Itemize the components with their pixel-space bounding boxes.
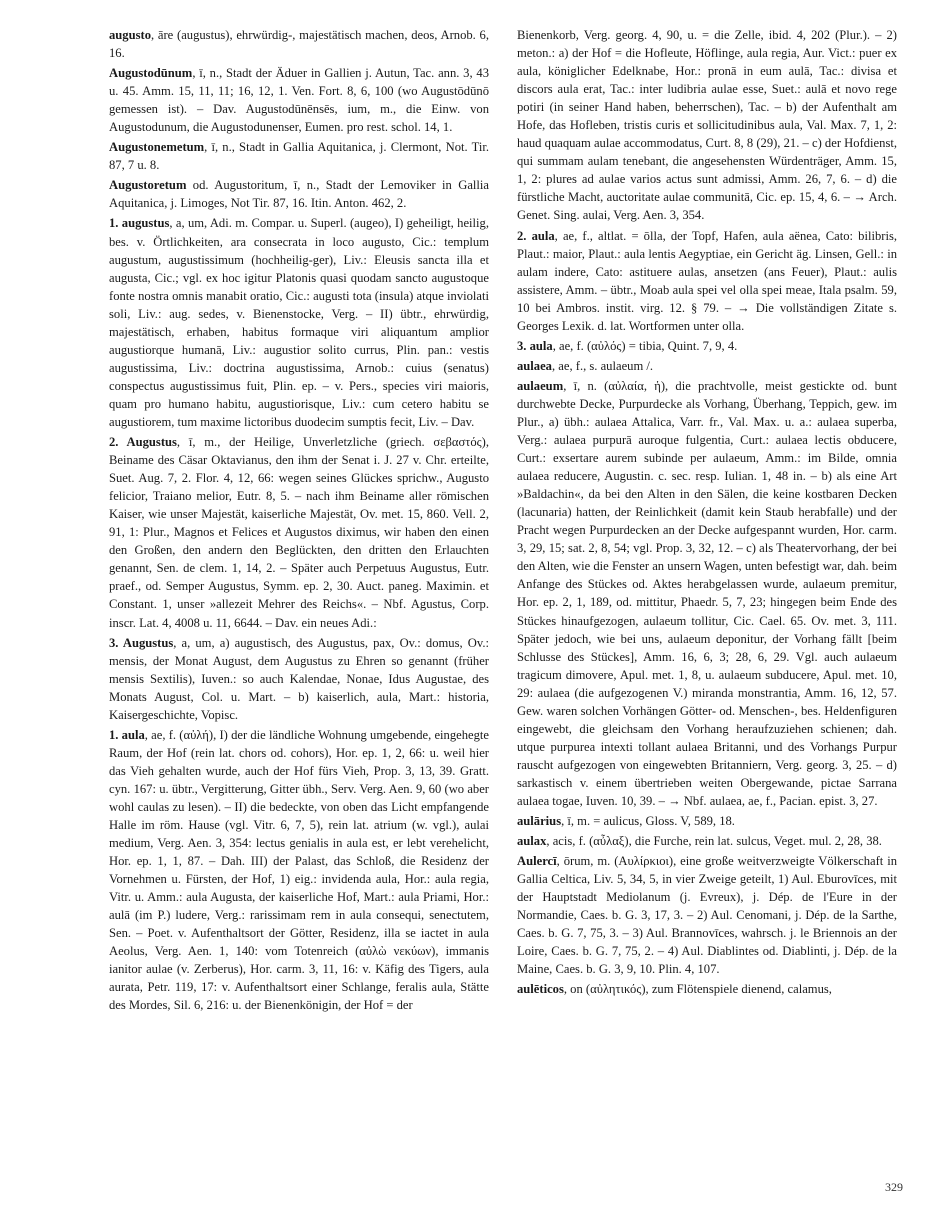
dictionary-entry — [109, 176, 489, 212]
dictionary-entry — [109, 634, 489, 724]
dictionary-entry — [517, 852, 897, 978]
entry-headword: aulārius — [517, 814, 562, 829]
entry-definition: , āre (augustus), ehrwürdig-, majestätisch machen, deos, Arnob. 6, 16. — [109, 28, 489, 61]
dictionary-entry — [517, 832, 897, 850]
dictionary-entry — [517, 812, 897, 830]
dictionary-entry — [517, 337, 897, 355]
entry-definition: od. Augustoritum, ī, n., Stadt der Lemoviker in Gallia Aquitanica, j. Limoges, Not Tir. 87, 16. Itin. Anton. 462, 2. — [109, 178, 489, 211]
entry-headword: 1. augustus — [109, 216, 170, 231]
entry-headword: 2. Augustus — [109, 435, 177, 450]
entry-definition: , a, um, Adi. m. Compar. u. Superl. (augeo), I) geheiligt, heilig, bes. v. Örtlichkeiten, ara consecrata in loco augusto, Cic.: templum augustum, augustissimum (hochheilig-ger), Liv.: Eleusis sancta illa et augusta, Cic.; vgl. ex hoc igitur Platonis quasi quodam sancto augustoque fonte nostra omnis manabit oratio, Cic.: augusti tota (insula) atque inviolati soli, Liv.: aug. sedes, v. Bienenstocke, Verg. – II) übtr., ehrwürdig, majestätisch, erhaben, habitus formaque viri aliquantum amplior augustiorque humanā, Liv.: augustior solito currus, Plin. pan.: vestis augustissima, Liv.: doctrina augustissima, Arnob.: cuius (senatus) conspectus augustissimus fuit, Plin. ep. – v. Pers., species viri maioris, quam pro humano habitu, augustiorisque, Liv.: cum cetero habitu se augustiorem, tum maxime lictoribus duodecim sumptis fecit, Liv. – Dav. — [109, 216, 489, 429]
entry-definition: , acis, f. (αὖλαξ), die Furche, rein lat. sulcus, Veget. mul. 2, 28, 38. — [546, 834, 882, 849]
dictionary-entry — [109, 726, 489, 1015]
entry-headword: Aulercī — [517, 854, 557, 869]
entry-headword: aulaeum — [517, 378, 564, 393]
dictionary-entry — [517, 26, 897, 225]
entry-headword: Augustoretum — [109, 178, 187, 193]
entry-headword: Augustonemetum — [109, 140, 205, 155]
entry-definition: , ī, m. = aulicus, Gloss. V, 589, 18. — [561, 814, 735, 829]
entry-definition: , a, um, a) augustisch, des Augustus, pax, Ov.: domus, Ov.: mensis, der Monat August, dem Augustus zu Ehren so genannt (früher mensis Sextilis), Iuven.: so auch Kalendae, Nonae, Idus Augustae, des Monats August, Col. u. Mart. – b) kaiserlich, aula, Mart.: historia, Kaisergeschichte, Vopisc. — [109, 635, 489, 722]
entry-headword: 3. Augustus — [109, 635, 174, 650]
dictionary-entry — [109, 64, 489, 136]
dictionary-entry — [109, 138, 489, 174]
left-column — [109, 26, 489, 1017]
page-number: 329 — [885, 1180, 903, 1194]
dictionary-entry — [109, 214, 489, 431]
entry-headword: augusto — [109, 28, 151, 42]
entry-headword: 2. aula — [517, 228, 555, 243]
dictionary-entry — [517, 227, 897, 335]
dictionary-entry — [517, 357, 897, 375]
entry-definition: , ae, f., s. aulaeum /. — [551, 358, 654, 373]
dictionary-entry — [109, 433, 489, 632]
entry-definition: , ae, f., altlat. = ōlla, der Topf, Hafen, aula aënea, Cato: bilibris, Plaut.: maior, Plaut.: aula lentis Aegyptiae, ein Gericht äg. Linsen, Gell.: in aulam indere, Cato: astituere aulas, ansetzen (ans Feuer), Plaut.: aulis assistere, Amm. – übtr., Moab aula spei vel olla spei meae, Itala psalm. 59, 10 bei Ambros. instit. virg. 12. § 79. – → Die vollständigen Zitate s. Georges Lexik. d. lat. Wortformen unter olla. — [517, 228, 897, 333]
entry-definition: , ae, f. (αὐλή), I) der die ländliche Wohnung umgebende, eingehegte Raum, der Hof (rein lat. chors od. cohors), Hor. ep. 1, 2, 66: u. weil hier das Vieh gehalten wurde, auch der Hof fürs Vieh, Prop. 3, 13, 39. Gratt. cyn. 167: u. übtr., Vergitterung, Gitter übh., Serv. Verg. Aen. 9, 60 (wo aber wohl caulas zu lesen). – II) die bedeckte, von oben das Licht empfangende Halle im röm. Hause (vgl. Vitr. 6, 7, 5), rein lat. atrium (w. vgl.), aulai medium, Verg. Aen. 3, 354: lectus genialis in aula est, er lebt verehelicht, Hor. ep. 1, 1, 87. – Dah. III) der Palast, das Schloß, die Residenz der Vornehmen u. Fürsten, der Hof, 1) eig.: invidenda aula, Hor.: aula regia, Vitr. u. Amm.: aula Augusta, der kaiserliche Hof, Mart.: aula Priami, Hor.: aulā (im P.) ludere, Verg.: rarissimam rem in aula consequi, senectutem, Sen. – Poet. v. Aufenthaltsort der Götter, Residenz, illa se iactet in aula Aeolus, Verg. Aen. 1, 140: vom Totenreich (αὐλὼ νεκύων), immanis ianitor aulae (v. Zerberus), Hor. carm. 3, 11, 16: v. Käfig des Tigers, aula aurata, Petr. 119, 17: v. Aufenthaltsort einer Schlange, feralis aula, Stätte des Mordes, Sil. 6, 216: u. der Bienenkönigin, der Hof = der — [109, 727, 489, 1013]
entry-definition: , on (αὐλητικός), zum Flötenspiele dienend, calamus, — [563, 982, 832, 997]
dictionary-entry — [109, 26, 489, 62]
entry-headword: aulēticos — [517, 982, 564, 997]
entry-definition: , ī, n., Stadt in Gallia Aquitanica, j. Clermont, Not. Tir. 87, 7 u. 8. — [109, 140, 489, 173]
entry-definition: , ōrum, m. (Αυλίρκιοι), eine große weitverzweigte Völkerschaft in Gallia Celtica, Liv. 5, 34, 5, in vier Zweige geteilt, 1) Aul. Eburovīces, mit der Hauptstadt Mediolanum (j. Evreux), j. Dép. de l'Eure in der Normandie, Caes. b. G. 3, 17, 3. – 2) Aul. Cenomani, j. Dép. de la Sarthe, Caes. b. G. 7, 75, 3. – 3) Aul. Brannovīces, wahrsch. j. le Briennois an der Loire, Caes. b. G. 7, 75, 2. – 4) Aul. Diablintes od. Diablinti, j. Dép. de la Maine, Caes. b. G. 3, 9, 10. Plin. 4, 107. — [517, 854, 897, 977]
entry-definition: , ī, n. (αὐλαία, ἡ), die prachtvolle, meist gestickte od. bunt durchwebte Decke, Purpurdecke als Vorhang, Überhang, Teppich, gew. im Plur., a) übh.: aulaea Attalica, Varr. fr., Val. Max. u. a.: aulaea superba, Verg.: aulaea purpurā auroque fulgentia, Curt.: aulaea lectis obducere, Curt.: exsertare aurem subinde per aulaeum, Amm.: im Bilde, omnia aulaea reducere, Augustin. c. sec. resp. Iulian. 1, 48 in. – b) als eine Art »Baldachin«, da bei den Alten in den Sälen, die keine kostbaren Decken (lacunaria) hatten, der Reinlichkeit (damit kein Staub herabfalle) und der Pracht wegen Purpurdecken an der Decke aufgespannt wurden, Hor. carm. 3, 29, 15; sat. 2, 8, 54; vgl. Prop. 3, 32, 12. – c) als Theatervorhang, der bei den Alten, wie die Fenster an unsern Wagen, unten befestigt war, dah. beim Anfange des Stückes od. Aktes herabgelassen wurde, aulaeum premitur, Hor. ep. 2, 1, 189, od. mittitur, Phaedr. 5, 7, 23; hingegen beim Ende des Stückes hinaufgezogen, aulaeum tollitur, Cic. Cael. 65. Ov. met. 3, 111. Später jedoch, wie bei uns, aulaeum deponitur, der Vorhang fällt [beim Schlusse des Stückes], Amm. 16, 6, 3; 28, 6, 29. Vgl. auch aulaeum tragicum dimovere, Apul. met. 1, 8, u. aulaeum subducere, Apul. met. 10, 29: aulaea (die aufgezogenen V.) miranda monstrantia, Amm. 16, 12, 57. Gew. waren solchen Vorhängen Götter- od. Menschen-, bes. Heldenfiguren eingewebt, die gleichsam den Vorhang heraufzuziehen schienen; dah. utque purpurea intexti tollant aulaea Britanni, und des Vorhangs Purpur rauscht aufgezogen von eingewebten Britanniern, Verg. georg. 3, 25. – d) sarkastisch v. einem übertrieben weiten Obergewande, pictae Sarrana aulaea togae, Iuven. 10, 39. – → Nbf. aulaea, ae, f., Pacian. epist. 3, 27. — [517, 378, 897, 808]
entry-definition: , ī, m., der Heilige, Unverletzliche (griech. σεβαστός), Beiname des Cäsar Oktavianus, den ihm der Senat i. J. 27 v. Chr. erteilte, Suet. Aug. 7, 2. Flor. 4, 12, 66: wegen seines Glückes sprichw., Augusto felicior, Traiano melior, Eutr. 8, 5. – nach ihm Beiname aller römischen Kaiser, wie unser Majestät, kaiserliche Majestät, Ov. met. 15, 860. Vell. 2, 91, 1: Plur., Magnos et Felices et Augustos diximus, wir haben den einen den Großen, den andern den Beglückten, den dritten den Erlauchten genannt, Sen. de clem. 1, 14, 2. – Später auch Perpetuus Augustus, Eutr. praef., od. Semper Augustus, Symm. ep. 2, 30. Auct. paneg. Maximin. et Constant. 1, unser »allezeit Mehrer des Reichs«. – Nbf. Agustus, Corp. inscr. Lat. 4, 4008 u. 11, 6644. – Dav. ein neues Adi.: — [109, 435, 489, 630]
dictionary-entry — [517, 980, 897, 998]
dictionary-entry — [517, 377, 897, 810]
entry-headword: 3. aula — [517, 338, 553, 353]
entry-definition: , ae, f. (αὐλός) = tibia, Quint. 7, 9, 4. — [552, 338, 738, 353]
entry-headword: Augustodūnum — [109, 66, 193, 81]
entry-definition: , ī, n., Stadt der Äduer in Gallien j. Autun, Tac. ann. 3, 43 u. 45. Amm. 15, 11, 11; 16, 12, 1. Ven. Fort. 8, 6, 100 (wo Augustōdūnō gemessen ist). – Dav. Augustodūnēnsēs, ium, m., die Einw. von Augustodunum, die Augustodunenser, Eumen. pro rest. schol. 14, 1. — [109, 66, 489, 135]
entry-headword: aulax — [517, 834, 547, 849]
right-column — [517, 26, 897, 1000]
entry-headword: 1. aula — [109, 727, 145, 742]
entry-definition: Bienenkorb, Verg. georg. 4, 90, u. = die Zelle, ibid. 4, 202 (Plur.). – 2) meton.: a) der Hof = die Hofleute, Höflinge, aula regia, Aur. Vict.: puer ex aula, königlicher Edelknabe, Hor.: pronā in eum aulā, Tac.: divisa et discors aula erat, Tac.: inter ludibria aulae esse, Suet.: aulā et novo rege potiri (in seiner Hand haben, beherrschen), Tac. – b) der Aufenthalt am Hofe, das Hofleben, tristis curis et sollicitudinibus aula, Val. Max. 7, 1, 2: haud quaquam aulae accommodatus, Curt. 8, 8 (29), 21. – c) der Hofdienst, qui summam aulam tenebant, die angesehensten Würdenträger, Amm. 15, 1, 2: plures ad aulae varios actus sunt admissi, Amm. 26, 7, 6. – d) die fürstliche Macht, auctoritate aulae communitā, Cic. ep. 15, 4, 6. – → Arch. Genet. Sing. aulai, Verg. Aen. 3, 354. — [517, 28, 897, 223]
entry-headword: aulaea — [517, 358, 552, 373]
